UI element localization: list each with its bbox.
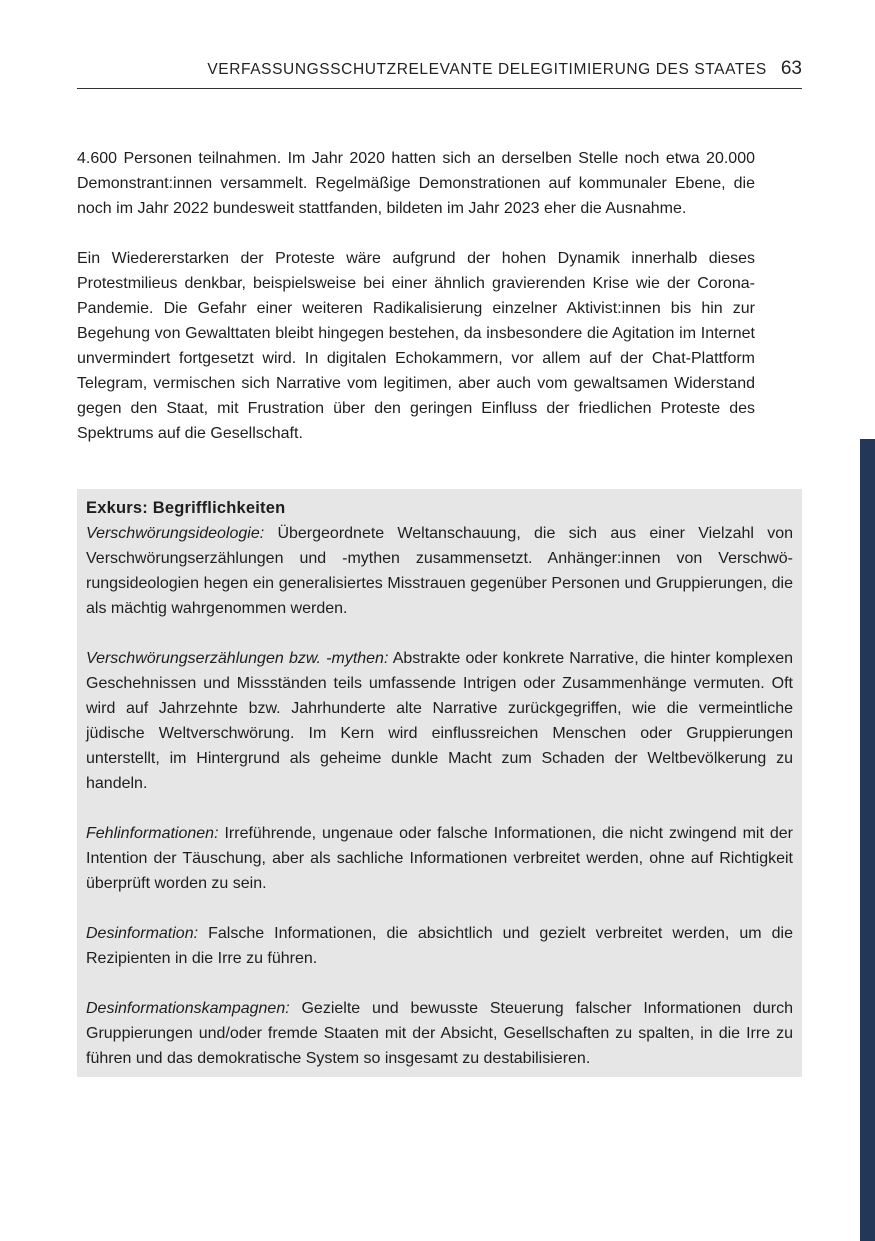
definition-term: Verschwörungserzählungen bzw. -mythen: (86, 650, 389, 667)
excursus-heading: Exkurs: Begrifflichkeiten (86, 499, 286, 517)
chapter-side-bar (860, 439, 875, 1241)
definition-term: Desinformation: (86, 925, 199, 942)
body-text (77, 146, 755, 471)
running-head (77, 58, 802, 80)
header-rule (77, 88, 802, 89)
definition-entry (86, 821, 793, 896)
definition-text: Irreführende, ungenaue oder falsche Informationen, die nicht zwingend mit der Intention der Täuschung, aber als sachliche Informationen verbreitet werden, ohne auf Richtigkeit überprüft worden zu sein. (86, 825, 793, 892)
definition-entry (86, 521, 793, 621)
excursus-box (77, 489, 802, 1077)
definition-text: Falsche Informationen, die absichtlich und gezielt verbreitet werden, um die Rezipienten in die Irre zu führen. (86, 925, 793, 967)
definition-entry (86, 996, 793, 1071)
definition-term: Fehlinformationen: (86, 825, 219, 842)
definition-entry (86, 646, 793, 796)
definition-text: Übergeordnete Weltanschauung, die sich aus einer Vielzahl von Verschwörungserzählungen und -mythen zusammensetzt. Anhänger:innen von Verschwörungsideologien hegen ein generalisiertes Misstrauen gegenüber Personen und Gruppierungen, die als mächtig wahrgenommen werden. (86, 525, 793, 617)
definition-text: Gezielte und bewusste Steuerung falscher Informationen durch Gruppierungen und/oder fremde Staaten mit der Absicht, Gesellschaften zu spalten, in die Irre zu führen und das demokratische System so insgesamt zu destabilisieren. (86, 1000, 793, 1067)
definition-term: Desinformationskampagnen: (86, 1000, 290, 1017)
page-number: 63 (780, 58, 802, 79)
definition-term: Verschwörungsideologie: (86, 525, 265, 542)
body-paragraph: Ein Wiedererstarken der Proteste wäre aufgrund der hohen Dynamik innerhalb dieses Protestmilieus denkbar, beispielsweise bei einer ähnlich gravierenden Krise wie der Corona-Pandemie. Die Gefahr einer weiteren Radikalisierung einzelner Aktivist:innen bis hin zur Begehung von Gewalttaten bleibt hingegen bestehen, da insbesondere die Agitation im Internet unvermindert fortgesetzt wird. In digitalen Echokammern, vor allem auf der Chat-Plattform Telegram, vermischen sich Narrative vom legitimen, aber auch vom gewaltsamen Widerstand gegen den Staat, mit Frustration über den geringen Einfluss der friedlichen Proteste des Spektrums auf die Gesellschaft. (77, 250, 755, 442)
running-title: VERFASSUNGSSCHUTZRELEVANTE DELEGITIMIERUNG DES STAATES (207, 61, 767, 78)
definition-text: Abstrakte oder konkrete Narrative, die hinter komplexen Geschehnissen und Missständen teils umfassende Intrigen oder Zusammenhänge vermuten. Oft wird auf Jahrzehnte bzw. Jahrhunderte alte Narrative zurückgegriffen, wie die vermeintliche jüdische Weltverschwörung. Im Kern wird einflussreichen Menschen oder Gruppierungen unterstellt, im Hintergrund als geheime dunkle Macht zum Schaden der Weltbevölkerung zu handeln. (86, 650, 793, 792)
definition-entry (86, 921, 793, 971)
body-paragraph: 4.600 Personen teilnahmen. Im Jahr 2020 hatten sich an derselben Stelle noch etwa 20.000 Demonstrant:innen versammelt. Regelmäßige Demonstrationen auf kommunaler Ebene, die noch im Jahr 2022 bundesweit stattfanden, bildeten im Jahr 2023 eher die Ausnahme. (77, 150, 755, 217)
